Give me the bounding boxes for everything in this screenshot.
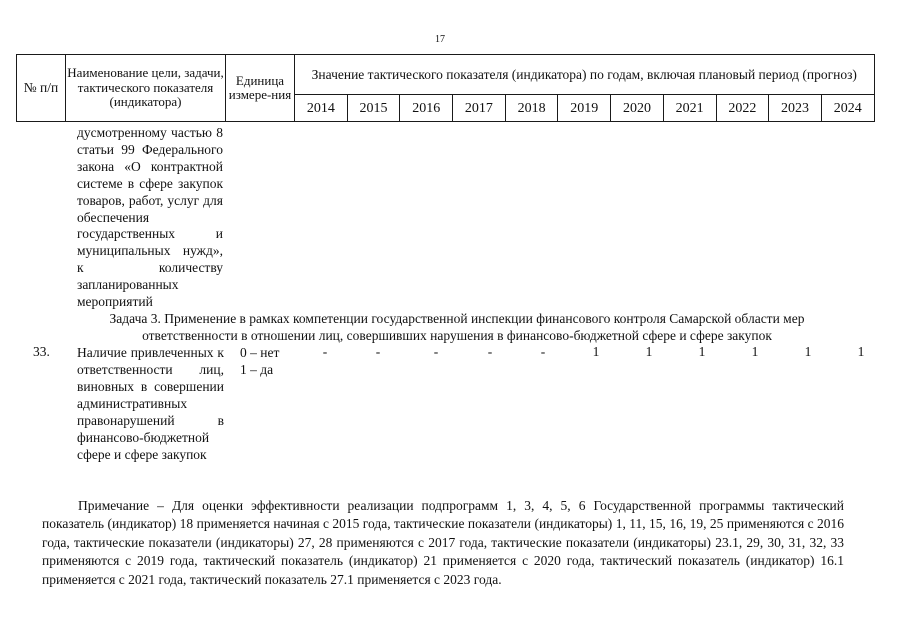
unit-option: 0 – нет <box>240 345 280 360</box>
page-number: 17 <box>435 34 445 45</box>
row-value: - <box>433 344 439 359</box>
header-year: 2021 <box>663 95 716 122</box>
indicator-table-header <box>16 54 875 122</box>
row-value: - <box>540 344 546 359</box>
header-year: 2020 <box>611 95 664 122</box>
header-year: 2017 <box>453 95 506 122</box>
header-year: 2023 <box>769 95 822 122</box>
row-value: 1 <box>804 344 812 359</box>
row-value: - <box>322 344 328 359</box>
row-number: 33. <box>33 344 50 359</box>
row-indicator-name: Наличие привлеченных к ответственности лиц, виновных в совершении административных правонарушений в финансово-бюджетной сфере и сфере закупок <box>77 345 224 462</box>
header-year: 2016 <box>400 95 453 122</box>
footnote <box>42 497 844 589</box>
unit-option: 1 – да <box>240 362 274 377</box>
header-year: 2024 <box>821 95 874 122</box>
header-year: 2019 <box>558 95 611 122</box>
header-year: 2018 <box>505 95 558 122</box>
footnote-text: Примечание – Для оценки эффективности реализации подпрограмм 1, 3, 4, 5, 6 Государственной программы тактический показатель (индикатор) 18 применяется начиная с 2015 года, тактические показатели (индикаторы) 1, 11, 15, 16, 19, 25 применяются с 2016 года, тактические показатели (индикаторы) 27, 28 применяются с 2017 года, тактические показатели (индикаторы) 23.1, 29, 30, 31, 32, 33 применяются с 2019 года, тактический показатель (индикатор) 21 применяется с 2020 года, тактический показатель (индикатор) 16.1 применяется с 2021 года, тактический показатель 27.1 применяется с 2023 года. <box>42 498 844 587</box>
row-value: - <box>375 344 381 359</box>
header-year: 2014 <box>295 95 348 122</box>
row-value: - <box>487 344 493 359</box>
task-heading: Задача 3. Применение в рамках компетенции государственной инспекции финансового контроля Самарской области мер ответственности в отношении лиц, совершивших нарушения в финансово-бюджетной сфере и сфере закупок <box>109 311 805 343</box>
row-value: 1 <box>645 344 653 359</box>
header-values: Значение тактического показателя (индикатора) по годам, включая плановый период (прогноз) <box>295 55 875 95</box>
header-year: 2022 <box>716 95 769 122</box>
header-year: 2015 <box>347 95 400 122</box>
row-value: 1 <box>592 344 600 359</box>
header-num: № п/п <box>17 55 66 122</box>
row-value: 1 <box>751 344 759 359</box>
row-value: 1 <box>857 344 865 359</box>
row-value: 1 <box>698 344 706 359</box>
header-name: Наименование цели, задачи, тактического показателя (индикатора) <box>66 55 226 122</box>
header-unit: Единица измере-ния <box>226 55 295 122</box>
row-unit <box>240 344 279 378</box>
continued-indicator-name: дусмотренному частью 8 статьи 99 Федерального закона «О контрактной системе в сфере закупок товаров, работ, услуг для обеспечения государственных и муниципальных нужд», к количеству запланированных мероприятий <box>77 125 223 310</box>
